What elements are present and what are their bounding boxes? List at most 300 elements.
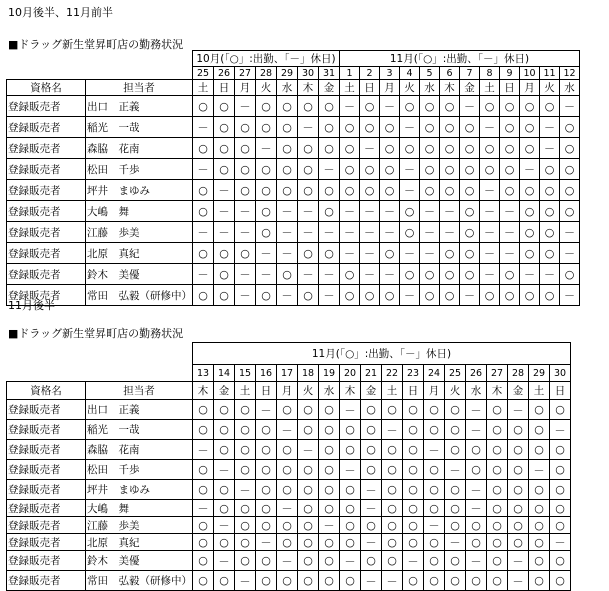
weekday-label: 水 — [277, 80, 298, 96]
attendance-mark: ○ — [360, 117, 380, 138]
attendance-mark: ○ — [214, 534, 235, 551]
attendance-mark: ○ — [480, 96, 500, 117]
attendance-mark: ○ — [400, 222, 420, 243]
attendance-mark: ○ — [277, 460, 298, 480]
attendance-mark: ○ — [340, 264, 360, 285]
staff-row — [7, 180, 580, 201]
attendance-mark: ○ — [319, 500, 340, 517]
qualification-cell: 登録販売者 — [7, 201, 86, 222]
attendance-mark: ○ — [256, 551, 277, 571]
attendance-mark: － — [361, 534, 382, 551]
attendance-mark: ○ — [440, 117, 460, 138]
attendance-mark: ○ — [500, 264, 520, 285]
qualification-cell: 登録販売者 — [7, 180, 86, 201]
attendance-mark: ○ — [424, 460, 445, 480]
attendance-mark: ○ — [487, 571, 508, 591]
weekday-label: 日 — [403, 382, 424, 400]
attendance-mark: ○ — [277, 480, 298, 500]
attendance-mark: ○ — [340, 285, 360, 306]
attendance-mark: － — [277, 222, 298, 243]
attendance-mark: ○ — [445, 440, 466, 460]
attendance-mark: ○ — [420, 264, 440, 285]
attendance-mark: ○ — [319, 96, 340, 117]
attendance-mark: ○ — [420, 180, 440, 201]
attendance-mark: － — [340, 400, 361, 420]
attendance-mark: ○ — [382, 400, 403, 420]
staff-row — [7, 500, 571, 517]
attendance-mark: ○ — [487, 440, 508, 460]
day-number: 25 — [193, 67, 214, 80]
attendance-mark: ○ — [403, 440, 424, 460]
attendance-mark: ○ — [193, 420, 214, 440]
attendance-mark: ○ — [235, 517, 256, 534]
day-number: 30 — [298, 67, 319, 80]
attendance-mark: ○ — [214, 480, 235, 500]
day-number: 22 — [382, 365, 403, 382]
schedule-table-oct-nov — [6, 50, 580, 306]
attendance-mark: ○ — [277, 571, 298, 591]
attendance-mark: － — [440, 201, 460, 222]
attendance-mark: ○ — [380, 159, 400, 180]
attendance-mark: ○ — [340, 138, 360, 159]
attendance-mark: ○ — [420, 159, 440, 180]
day-number: 16 — [256, 365, 277, 382]
attendance-mark: － — [424, 517, 445, 534]
attendance-mark: ○ — [298, 551, 319, 571]
attendance-mark: － — [256, 264, 277, 285]
attendance-mark: ○ — [214, 264, 235, 285]
attendance-mark: ○ — [529, 571, 550, 591]
attendance-mark: － — [235, 480, 256, 500]
attendance-mark: ○ — [256, 517, 277, 534]
staff-name-cell: 大嶋 舞 — [86, 500, 193, 517]
attendance-mark: ○ — [214, 138, 235, 159]
attendance-mark: － — [466, 480, 487, 500]
attendance-mark: － — [360, 138, 380, 159]
day-number: 26 — [466, 365, 487, 382]
attendance-mark: ○ — [445, 571, 466, 591]
attendance-mark: － — [214, 551, 235, 571]
attendance-mark: ○ — [256, 460, 277, 480]
attendance-mark: － — [235, 222, 256, 243]
attendance-mark: ○ — [319, 400, 340, 420]
day-number: 10 — [520, 67, 540, 80]
weekday-label: 土 — [235, 382, 256, 400]
staff-row — [7, 571, 571, 591]
attendance-mark: － — [298, 117, 319, 138]
attendance-mark: ○ — [480, 159, 500, 180]
attendance-mark: ○ — [214, 500, 235, 517]
person-column-header: 担当者 — [86, 382, 193, 400]
day-number: 4 — [400, 67, 420, 80]
attendance-mark: ○ — [361, 420, 382, 440]
attendance-mark: ○ — [550, 460, 571, 480]
attendance-mark: － — [214, 517, 235, 534]
attendance-mark: ○ — [500, 138, 520, 159]
attendance-mark: ○ — [508, 517, 529, 534]
staff-name-cell: 江藤 歩美 — [86, 517, 193, 534]
attendance-mark: ○ — [319, 480, 340, 500]
staff-row — [7, 460, 571, 480]
staff-row — [7, 159, 580, 180]
attendance-mark: ○ — [403, 517, 424, 534]
attendance-mark: ○ — [420, 117, 440, 138]
attendance-mark: ○ — [256, 159, 277, 180]
attendance-mark: ○ — [487, 460, 508, 480]
attendance-mark: ○ — [382, 460, 403, 480]
attendance-mark: ○ — [445, 500, 466, 517]
attendance-mark: － — [480, 264, 500, 285]
attendance-mark: ○ — [560, 159, 580, 180]
attendance-mark: ○ — [487, 500, 508, 517]
attendance-mark: － — [277, 500, 298, 517]
attendance-mark: ○ — [487, 517, 508, 534]
weekday-label: 木 — [487, 382, 508, 400]
attendance-mark: ○ — [550, 440, 571, 460]
qualification-cell: 登録販売者 — [7, 420, 86, 440]
attendance-mark: ○ — [340, 440, 361, 460]
attendance-mark: － — [500, 222, 520, 243]
day-number: 28 — [256, 67, 277, 80]
period-heading-2: 11月後半 — [8, 299, 55, 312]
attendance-mark: － — [403, 551, 424, 571]
attendance-mark: － — [193, 500, 214, 517]
attendance-mark: － — [560, 243, 580, 264]
weekday-label: 木 — [193, 382, 214, 400]
staff-row — [7, 480, 571, 500]
staff-name-cell: 松田 千歩 — [86, 159, 193, 180]
attendance-mark: ○ — [466, 517, 487, 534]
november-legend-header: 11月(「○」:出勤、「－」休日) — [193, 343, 571, 365]
attendance-mark: － — [256, 138, 277, 159]
attendance-mark: － — [529, 460, 550, 480]
attendance-mark: － — [235, 264, 256, 285]
attendance-mark: ○ — [214, 420, 235, 440]
attendance-mark: ○ — [380, 180, 400, 201]
attendance-mark: ○ — [529, 517, 550, 534]
qualification-cell: 登録販売者 — [7, 96, 86, 117]
day-number: 20 — [340, 365, 361, 382]
day-number: 30 — [550, 365, 571, 382]
day-number: 7 — [460, 67, 480, 80]
attendance-mark: ○ — [235, 420, 256, 440]
attendance-mark: － — [340, 96, 360, 117]
attendance-mark: ○ — [235, 460, 256, 480]
attendance-mark: ○ — [256, 285, 277, 306]
staff-name-cell: 坪井 まゆみ — [86, 480, 193, 500]
attendance-mark: ○ — [529, 400, 550, 420]
attendance-mark: ○ — [403, 400, 424, 420]
attendance-mark: － — [560, 285, 580, 306]
attendance-mark: ○ — [460, 243, 480, 264]
attendance-mark: ○ — [235, 440, 256, 460]
attendance-mark: － — [380, 96, 400, 117]
attendance-mark: ○ — [440, 159, 460, 180]
attendance-mark: － — [445, 460, 466, 480]
attendance-mark: ○ — [361, 517, 382, 534]
attendance-mark: ○ — [319, 138, 340, 159]
attendance-mark: － — [460, 96, 480, 117]
attendance-mark: ○ — [193, 180, 214, 201]
attendance-mark: ○ — [193, 534, 214, 551]
attendance-mark: － — [193, 264, 214, 285]
day-number: 31 — [319, 67, 340, 80]
october-legend-header: 10月(「○」:出勤、「－」休日) — [193, 51, 340, 67]
day-number: 28 — [508, 365, 529, 382]
attendance-mark: ○ — [460, 159, 480, 180]
attendance-mark: ○ — [460, 117, 480, 138]
attendance-mark: ○ — [277, 117, 298, 138]
attendance-mark: － — [400, 285, 420, 306]
attendance-mark: － — [235, 571, 256, 591]
attendance-mark: － — [277, 551, 298, 571]
attendance-mark: － — [360, 264, 380, 285]
attendance-mark: － — [380, 201, 400, 222]
weekday-label: 日 — [214, 80, 235, 96]
attendance-mark: － — [298, 201, 319, 222]
attendance-mark: ○ — [440, 96, 460, 117]
attendance-mark: ○ — [298, 517, 319, 534]
staff-row — [7, 201, 580, 222]
attendance-mark: － — [460, 285, 480, 306]
attendance-mark: ○ — [214, 243, 235, 264]
attendance-mark: － — [520, 159, 540, 180]
attendance-mark: ○ — [319, 460, 340, 480]
attendance-mark: － — [445, 534, 466, 551]
attendance-mark: ○ — [500, 159, 520, 180]
attendance-mark: ○ — [235, 243, 256, 264]
day-number: 21 — [361, 365, 382, 382]
attendance-mark: ○ — [400, 264, 420, 285]
attendance-mark: ○ — [256, 96, 277, 117]
attendance-mark: － — [193, 222, 214, 243]
attendance-mark: ○ — [380, 138, 400, 159]
attendance-mark: ○ — [560, 138, 580, 159]
attendance-mark: ○ — [361, 440, 382, 460]
attendance-mark: ○ — [277, 440, 298, 460]
attendance-mark: － — [500, 201, 520, 222]
attendance-mark: － — [277, 201, 298, 222]
attendance-mark: － — [420, 222, 440, 243]
qualification-cell: 登録販売者 — [7, 440, 86, 460]
attendance-mark: － — [440, 222, 460, 243]
attendance-mark: ○ — [256, 180, 277, 201]
attendance-mark: － — [424, 440, 445, 460]
attendance-mark: ○ — [560, 264, 580, 285]
attendance-mark: ○ — [298, 480, 319, 500]
attendance-mark: ○ — [298, 243, 319, 264]
attendance-mark: － — [277, 420, 298, 440]
weekday-label: 火 — [298, 382, 319, 400]
attendance-mark: ○ — [298, 180, 319, 201]
attendance-mark: ○ — [214, 440, 235, 460]
attendance-mark: ○ — [340, 180, 360, 201]
attendance-mark: ○ — [380, 285, 400, 306]
attendance-mark: － — [298, 222, 319, 243]
attendance-mark: ○ — [550, 480, 571, 500]
attendance-mark: ○ — [298, 571, 319, 591]
attendance-mark: ○ — [361, 400, 382, 420]
attendance-mark: － — [256, 400, 277, 420]
attendance-mark: ○ — [445, 420, 466, 440]
attendance-mark: － — [214, 460, 235, 480]
qualification-cell: 登録販売者 — [7, 117, 86, 138]
attendance-mark: ○ — [445, 480, 466, 500]
attendance-mark: ○ — [540, 243, 560, 264]
attendance-mark: － — [235, 285, 256, 306]
staff-name-cell: 出口 正義 — [86, 96, 193, 117]
weekday-label: 月 — [520, 80, 540, 96]
weekday-label: 木 — [298, 80, 319, 96]
attendance-mark: ○ — [298, 159, 319, 180]
attendance-mark: － — [480, 243, 500, 264]
attendance-mark: ○ — [382, 534, 403, 551]
attendance-mark: ○ — [550, 551, 571, 571]
qualification-cell: 登録販売者 — [7, 480, 86, 500]
weekday-label: 日 — [256, 382, 277, 400]
attendance-mark: － — [360, 243, 380, 264]
attendance-mark: ○ — [235, 138, 256, 159]
attendance-mark: － — [380, 222, 400, 243]
weekday-label: 月 — [424, 382, 445, 400]
attendance-mark: － — [508, 551, 529, 571]
attendance-mark: ○ — [460, 180, 480, 201]
weekday-label: 木 — [340, 382, 361, 400]
staff-row — [7, 420, 571, 440]
attendance-mark: ○ — [424, 500, 445, 517]
attendance-mark: － — [235, 96, 256, 117]
attendance-mark: ○ — [277, 534, 298, 551]
attendance-mark: － — [361, 571, 382, 591]
attendance-mark: ○ — [520, 201, 540, 222]
attendance-mark: ○ — [360, 285, 380, 306]
period-heading-1: 10月後半、11月前半 — [8, 6, 113, 19]
qualification-cell: 登録販売者 — [7, 138, 86, 159]
staff-name-cell: 江藤 歩美 — [86, 222, 193, 243]
attendance-mark: ○ — [340, 159, 360, 180]
attendance-mark: ○ — [560, 180, 580, 201]
attendance-mark: ○ — [403, 460, 424, 480]
attendance-mark: － — [214, 222, 235, 243]
attendance-mark: ○ — [440, 243, 460, 264]
attendance-mark: ○ — [340, 480, 361, 500]
attendance-mark: － — [540, 138, 560, 159]
attendance-mark: ○ — [403, 420, 424, 440]
attendance-mark: ○ — [500, 117, 520, 138]
attendance-mark: ○ — [460, 138, 480, 159]
attendance-mark: ○ — [298, 400, 319, 420]
weekday-label: 火 — [540, 80, 560, 96]
weekday-label: 土 — [480, 80, 500, 96]
attendance-mark: － — [480, 222, 500, 243]
attendance-mark: ○ — [193, 138, 214, 159]
attendance-mark: ○ — [440, 138, 460, 159]
attendance-mark: ○ — [520, 96, 540, 117]
qualification-cell: 登録販売者 — [7, 571, 86, 591]
attendance-mark: ○ — [298, 534, 319, 551]
qualification-cell: 登録販売者 — [7, 243, 86, 264]
attendance-mark: ○ — [487, 551, 508, 571]
attendance-mark: ○ — [403, 480, 424, 500]
attendance-mark: ○ — [560, 117, 580, 138]
attendance-mark: － — [560, 222, 580, 243]
attendance-mark: ○ — [382, 500, 403, 517]
attendance-mark: ○ — [424, 551, 445, 571]
attendance-mark: － — [508, 400, 529, 420]
staff-row — [7, 440, 571, 460]
attendance-mark: ○ — [319, 551, 340, 571]
day-number: 9 — [500, 67, 520, 80]
attendance-mark: ○ — [382, 440, 403, 460]
attendance-mark: － — [400, 117, 420, 138]
attendance-mark: ○ — [508, 460, 529, 480]
attendance-mark: ○ — [214, 159, 235, 180]
attendance-mark: ○ — [214, 400, 235, 420]
staff-name-cell: 北原 真紀 — [86, 534, 193, 551]
attendance-mark: ○ — [340, 534, 361, 551]
weekday-label: 月 — [235, 80, 256, 96]
attendance-mark: － — [550, 534, 571, 551]
attendance-mark: － — [214, 201, 235, 222]
attendance-mark: ○ — [277, 264, 298, 285]
staff-row — [7, 264, 580, 285]
attendance-mark: ○ — [460, 222, 480, 243]
staff-name-cell: 稲光 一哉 — [86, 117, 193, 138]
qualification-cell: 登録販売者 — [7, 551, 86, 571]
attendance-mark: ○ — [480, 138, 500, 159]
attendance-mark: ○ — [382, 480, 403, 500]
day-number: 25 — [445, 365, 466, 382]
staff-row — [7, 517, 571, 534]
store-title-1: ■ドラッグ新生堂昇町店の勤務状況 — [8, 38, 184, 51]
staff-name-cell: 森脇 花南 — [86, 440, 193, 460]
attendance-mark: － — [466, 551, 487, 571]
day-number: 3 — [380, 67, 400, 80]
attendance-mark: ○ — [277, 400, 298, 420]
weekday-label: 火 — [400, 80, 420, 96]
attendance-mark: － — [360, 222, 380, 243]
attendance-mark: ○ — [277, 138, 298, 159]
attendance-mark: ○ — [235, 159, 256, 180]
attendance-mark: ○ — [193, 480, 214, 500]
attendance-mark: － — [550, 420, 571, 440]
attendance-mark: ○ — [487, 480, 508, 500]
attendance-mark: ○ — [256, 117, 277, 138]
attendance-mark: ○ — [256, 201, 277, 222]
day-number: 27 — [487, 365, 508, 382]
attendance-mark: ○ — [298, 500, 319, 517]
attendance-mark: － — [360, 201, 380, 222]
attendance-mark: － — [193, 159, 214, 180]
attendance-mark: ○ — [500, 180, 520, 201]
attendance-mark: － — [466, 420, 487, 440]
attendance-mark: － — [480, 180, 500, 201]
attendance-mark: ○ — [540, 285, 560, 306]
attendance-mark: － — [520, 264, 540, 285]
attendance-mark: ○ — [193, 285, 214, 306]
attendance-mark: ○ — [445, 400, 466, 420]
attendance-mark: ○ — [487, 534, 508, 551]
attendance-mark: ○ — [466, 460, 487, 480]
attendance-mark: ○ — [424, 534, 445, 551]
attendance-mark: ○ — [487, 420, 508, 440]
attendance-mark: ○ — [256, 480, 277, 500]
attendance-mark: ○ — [420, 96, 440, 117]
staff-name-cell: 大嶋 舞 — [86, 201, 193, 222]
attendance-mark: ○ — [277, 159, 298, 180]
attendance-mark: ○ — [319, 534, 340, 551]
staff-row — [7, 117, 580, 138]
